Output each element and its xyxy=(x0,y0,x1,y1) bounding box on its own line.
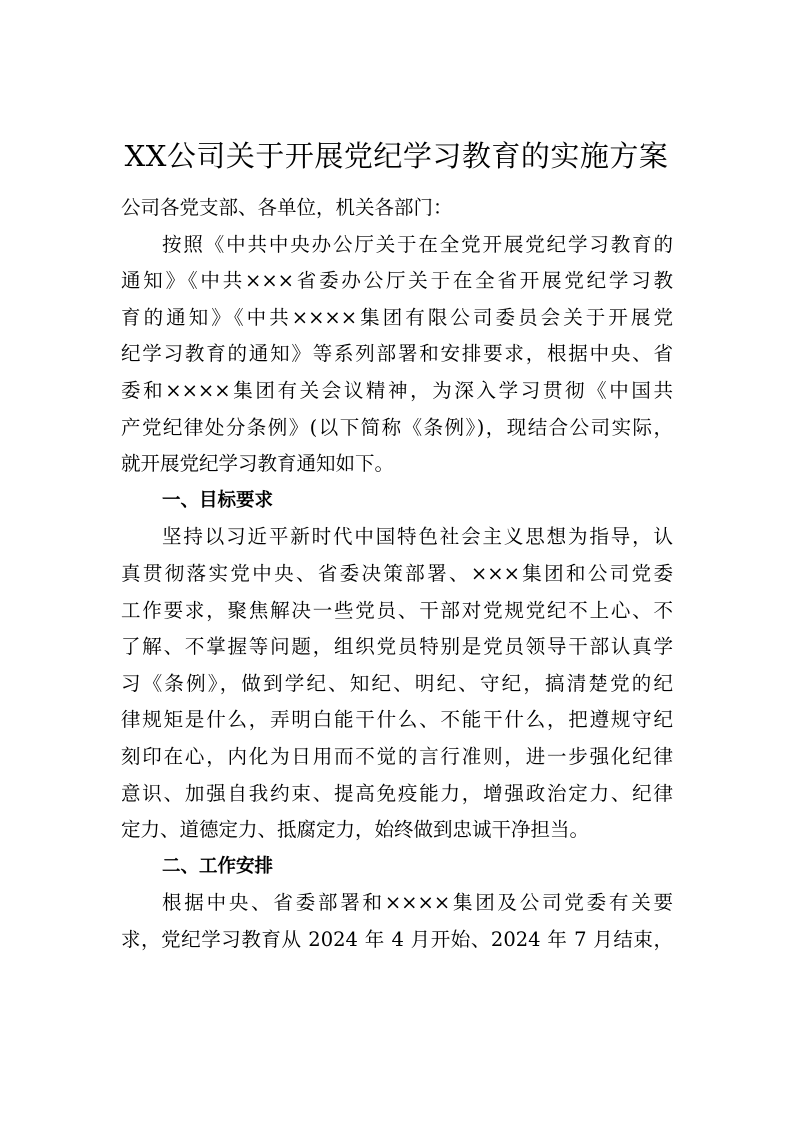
paragraph-line: 就开展党纪学习教育通知如下。 xyxy=(121,452,395,476)
section-heading: 一、目标要求 xyxy=(162,489,274,511)
paragraph-line: 通知》《中共×××省委办公厅关于在全省开展党纪学习教 xyxy=(121,269,673,293)
paragraph-line: 求，党纪学习教育从 2024 年 4 月开始、2024 年 7 月结束， xyxy=(121,927,673,951)
paragraph-line: 工作要求，聚焦解决一些党员、干部对党规党纪不上心、不 xyxy=(121,598,673,622)
paragraph-line: 了解、不掌握等问题，组织党员特别是党员领导干部认真学 xyxy=(121,635,673,659)
paragraph-line: 真贯彻落实党中央、省委决策部署、×××集团和公司党委 xyxy=(121,561,673,585)
paragraph-line: 纪学习教育的通知》等系列部署和安排要求，根据中央、省 xyxy=(121,342,673,366)
document-body xyxy=(121,190,673,958)
paragraph-line: 坚持以习近平新时代中国特色社会主义思想为指导，认 xyxy=(162,525,673,549)
document-title: XX公司关于开展党纪学习教育的实施方案 xyxy=(124,139,669,173)
paragraph-line: 习《条例》，做到学纪、知纪、明纪、守纪，搞清楚党的纪 xyxy=(121,671,673,695)
paragraph-line: 育的通知》《中共××××集团有限公司委员会关于开展党 xyxy=(121,305,673,329)
paragraph-line: 委和××××集团有关会议精神，为深入学习贯彻《中国共 xyxy=(121,378,673,402)
paragraph-line: 刻印在心，内化为日用而不觉的言行准则，进一步强化纪律 xyxy=(121,744,673,768)
section-heading: 二、工作安排 xyxy=(162,855,274,877)
paragraph-line: 律规矩是什么，弄明白能干什么、不能干什么，把遵规守纪 xyxy=(121,708,673,732)
paragraph-line: 意识、加强自我约束、提高免疫能力，增强政治定力、纪律 xyxy=(121,781,673,805)
paragraph-line: 定力、道德定力、抵腐定力，始终做到忠诚干净担当。 xyxy=(121,818,590,842)
paragraph-line: 公司各党支部、各单位，机关各部门： xyxy=(121,196,453,219)
paragraph-line: 按照《中共中央办公厅关于在全党开展党纪学习教育的 xyxy=(162,232,673,256)
paragraph-line: 根据中央、省委部署和××××集团及公司党委有关要 xyxy=(162,891,673,915)
paragraph-line: 产党纪律处分条例》(以下简称《条例》)，现结合公司实际， xyxy=(121,415,673,439)
